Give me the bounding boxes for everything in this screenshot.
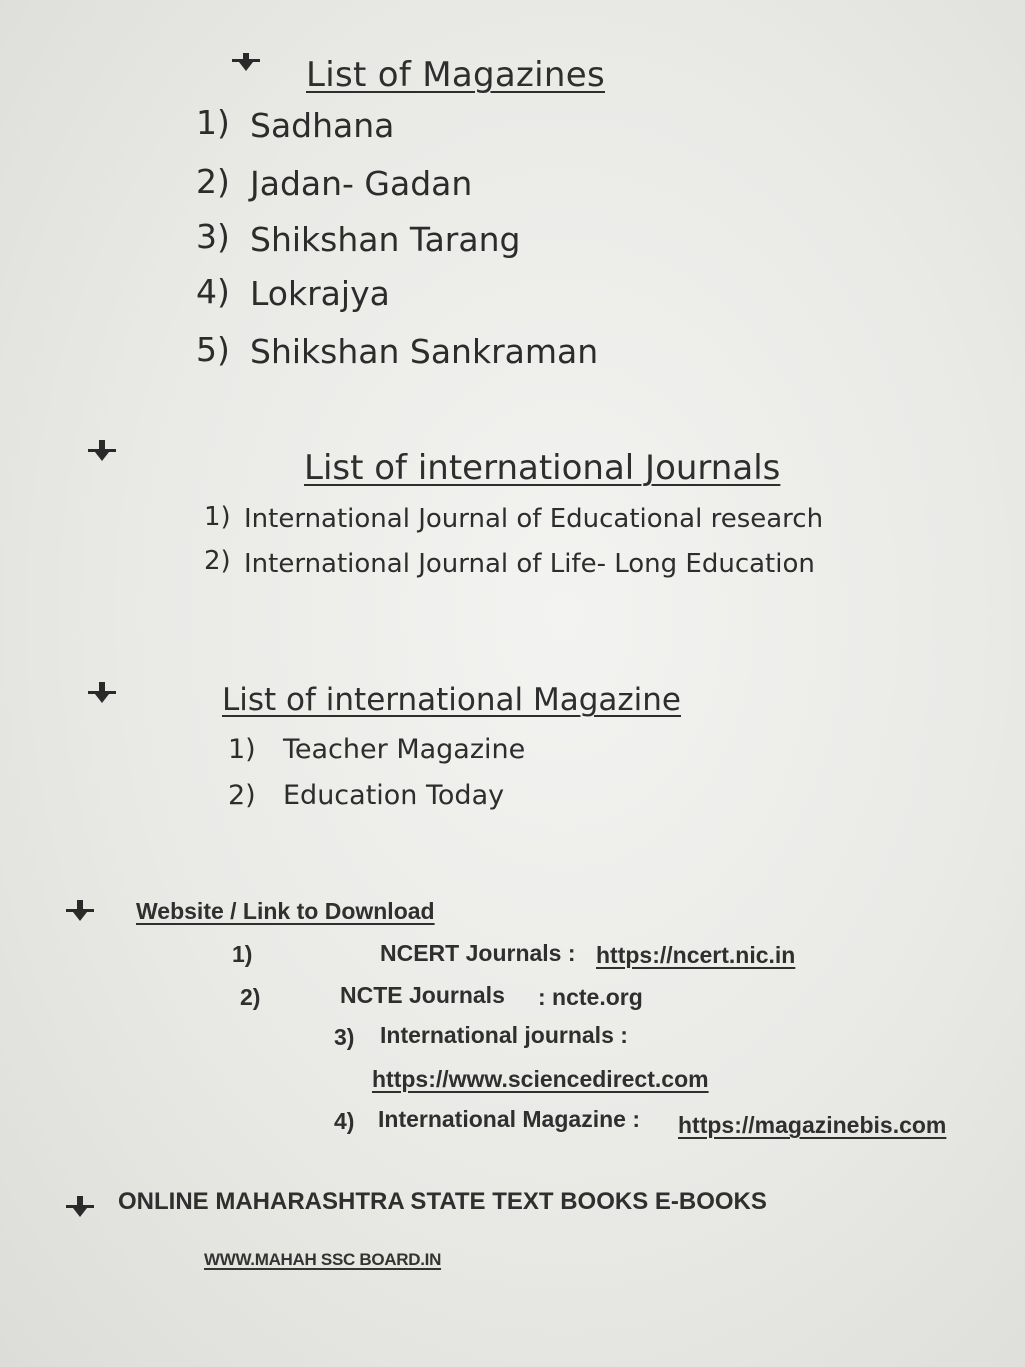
magazines-heading: List of Magazines <box>306 55 605 95</box>
item-number: 1) <box>196 103 230 142</box>
item-text: International Journal of Life- Long Education <box>244 549 815 579</box>
arrow-down-bullet-icon <box>88 682 114 704</box>
item-text: Lokrajya <box>250 274 390 313</box>
item-text: Teacher Magazine <box>283 734 526 765</box>
item-text: International Journal of Educational research <box>244 504 824 534</box>
item-number: 4) <box>196 272 230 311</box>
intl-magazine-heading: List of international Magazine <box>222 682 681 718</box>
websites-heading: Website / Link to Download <box>136 898 435 924</box>
magazinebis-link[interactable]: https://magazinebis.com <box>678 1112 947 1138</box>
item-number: 2) <box>204 546 231 576</box>
sciencedirect-link[interactable]: https://www.sciencedirect.com <box>372 1066 709 1092</box>
item-label: NCERT Journals : <box>380 940 576 966</box>
arrow-down-bullet-icon <box>232 50 258 72</box>
item-label: NCTE Journals <box>340 982 505 1008</box>
item-text: Shikshan Sankraman <box>250 332 599 371</box>
item-number: 1) <box>204 502 231 532</box>
arrow-down-bullet-icon <box>88 440 114 462</box>
item-number: 1) <box>228 734 256 765</box>
item-number: 2) <box>228 780 256 811</box>
arrow-down-bullet-icon <box>66 1196 92 1218</box>
item-label: International Magazine : <box>378 1106 640 1132</box>
item-text: Education Today <box>283 780 505 811</box>
item-number: 2) <box>196 162 230 201</box>
item-number: 5) <box>196 330 230 369</box>
item-text: Jadan- Gadan <box>250 164 473 203</box>
item-number: 2) <box>240 984 261 1010</box>
online-ebooks-title: ONLINE MAHARASHTRA STATE TEXT BOOKS E-BOOKS <box>118 1188 767 1215</box>
intl-journals-heading: List of international Journals <box>304 448 781 488</box>
mahah-ssc-board-link[interactable]: WWW.MAHAH SSC BOARD.IN <box>204 1250 442 1269</box>
item-text: Sadhana <box>250 106 395 145</box>
item-label: International journals : <box>380 1022 628 1048</box>
item-number: 3) <box>334 1024 355 1050</box>
item-number: 1) <box>232 941 253 967</box>
ncert-link[interactable]: https://ncert.nic.in <box>596 942 796 968</box>
arrow-down-bullet-icon <box>66 900 92 922</box>
item-number: 3) <box>196 217 230 256</box>
item-text: Shikshan Tarang <box>250 220 521 259</box>
ncte-link[interactable]: : ncte.org <box>538 984 643 1010</box>
item-number: 4) <box>334 1108 355 1134</box>
